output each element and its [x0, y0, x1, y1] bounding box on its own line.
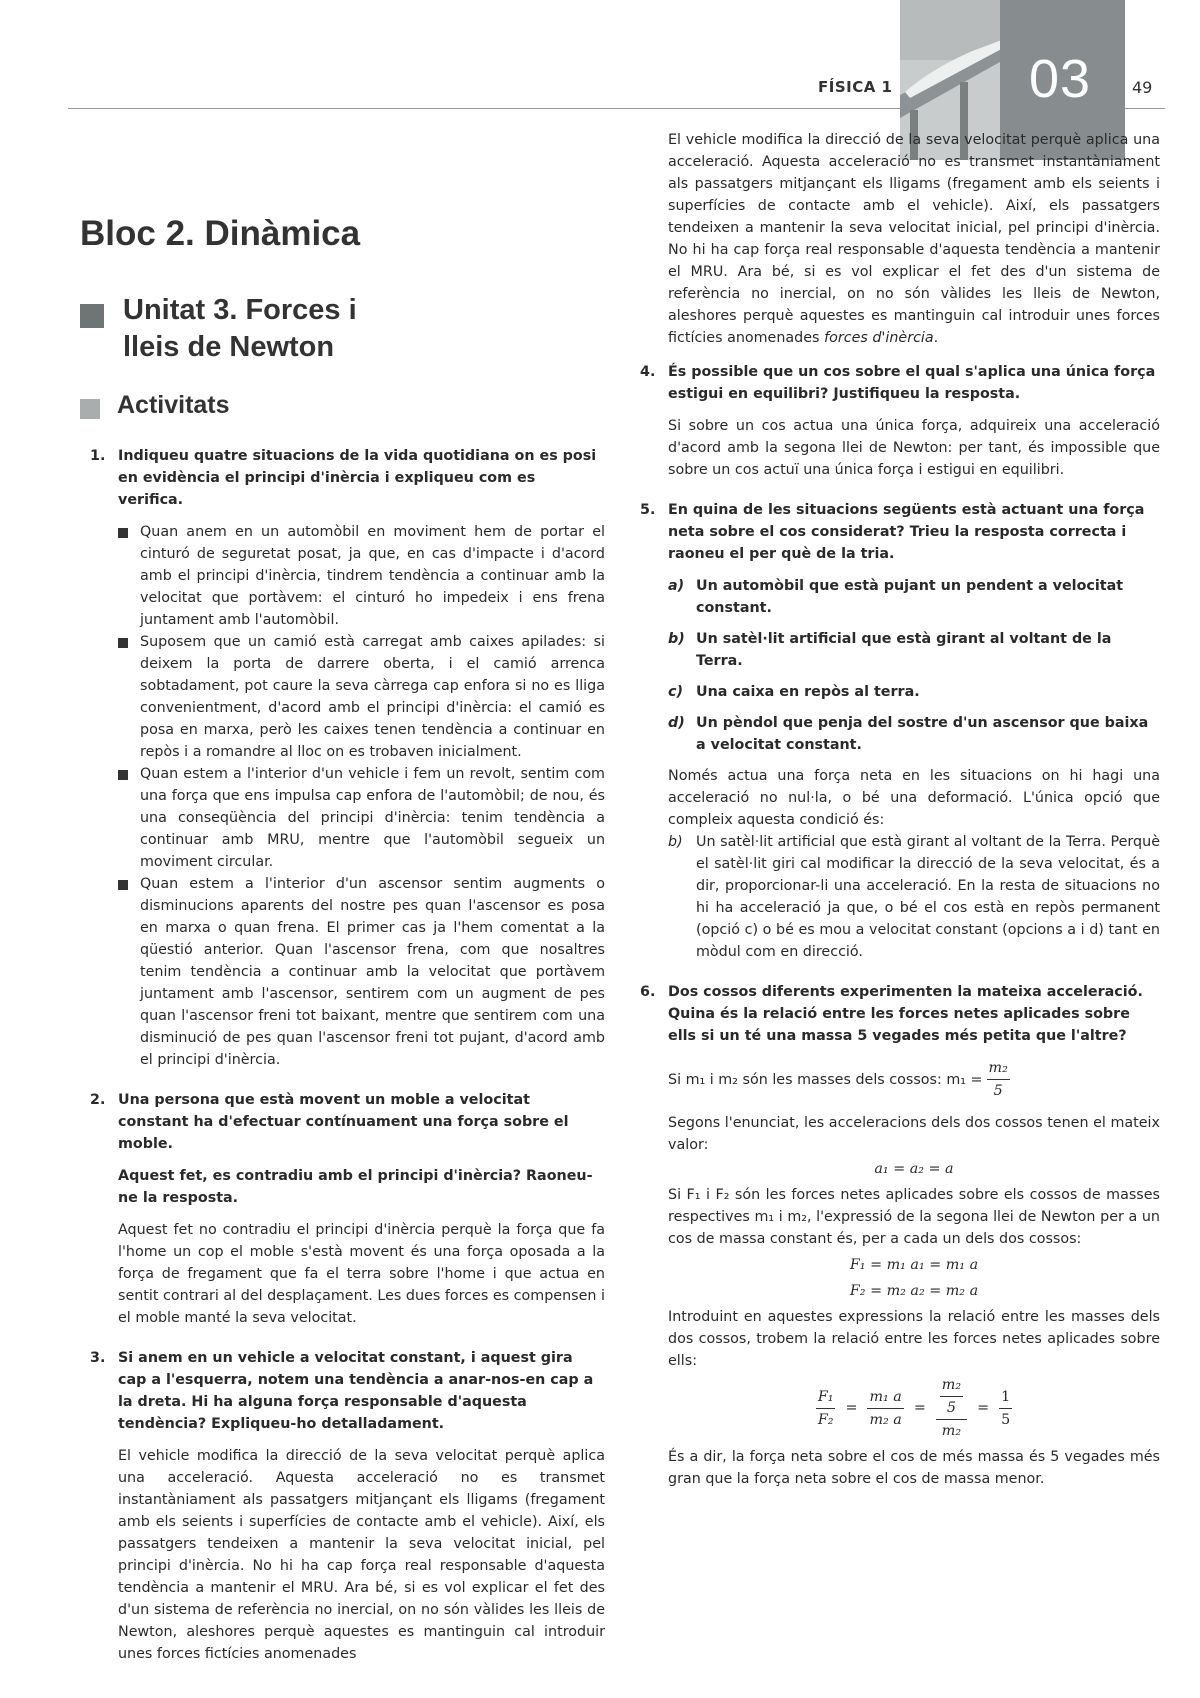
force-fraction — [816, 1386, 836, 1431]
answer-3-continuation — [668, 132, 1160, 349]
option-letter: b) — [668, 631, 685, 647]
conclusion: És a dir, la força neta sobre el cos de més massa és 5 vegades més gran que la força neta sobre el cos de massa menor. — [668, 1449, 1160, 1487]
compound-fraction — [936, 1374, 967, 1442]
option-letter: c) — [668, 684, 684, 700]
equation-f2: F₂ = m₂ a₂ = m₂ a — [849, 1283, 979, 1299]
force-ratio-equation — [668, 1374, 1160, 1442]
fraction-numerator: m₂ — [987, 1057, 1010, 1080]
equals-sign: = — [845, 1400, 858, 1416]
left-column — [90, 445, 605, 1662]
answer-3-text-cont: El vehicle modifica la direcció de la seva velocitat perquè aplica una acceleració. Aquesta acceleració no es transmet instantàniament als passatgers mitjançant els lligams (fregament amb els seients i superfícies de contacte amb el vehicle). Així, els passatgers tendeixen a mantenir la seva velocitat inicial, pel principi d'inèrcia. No hi ha cap força real responsable d'aquesta tendència a mantenir el MRU. Ara bé, si es vol explicar el fet des d'un sistema de referència no inercial, on no són vàlides les lleis de Newton, aleshores perquè aquestes es mantinguin cal introduir unes forces fictícies anomenades — [668, 132, 1160, 346]
option-text: Una caixa en repòs al terra. — [696, 684, 920, 700]
answer-3-part1-clip — [90, 1445, 605, 1662]
question-2 — [90, 1089, 605, 1155]
answer-2: Aquest fet no contradiu el principi d'inèrcia perquè la força que fa l'home un cop el moble s'està movent és una força oposada a la força de fregament que fa el terra sobre l'home i que actua en sentit contrari al del desplaçament. Les dues forces es compensen i el moble manté la seva velocitat. — [118, 1222, 605, 1326]
fraction-numerator: 1 — [999, 1386, 1012, 1409]
question-number: 4. — [640, 364, 656, 380]
question-number: 2. — [90, 1092, 106, 1108]
option-b — [640, 628, 1160, 672]
inner-fraction — [938, 1374, 965, 1419]
masses-text: Si m₁ i m₂ són les masses dels cossos: m₁ = — [668, 1071, 983, 1088]
option-letter: a) — [668, 578, 685, 594]
question-4 — [640, 361, 1160, 405]
fraction-numerator: m₁ a — [867, 1386, 903, 1409]
result-fraction — [999, 1386, 1012, 1431]
fraction-denominator: 5 — [946, 1400, 956, 1416]
bullet-item: Quan estem a l'interior d'un vehicle i fem un revolt, sentim com una força que ens impulsa cap enfora de l'automòbil; de nou, és una conseqüència del principi d'inèrcia: tenim tendència a continuar amb MRU, mentre que l'automòbil segueix un moviment circular. — [90, 763, 605, 873]
question-number: 1. — [90, 448, 106, 464]
compound-numerator — [936, 1374, 967, 1420]
answer-5-option-text: Un satèl·lit artificial que està girant al voltant de la Terra. Perquè el satèl·lit giri cal modificar la direcció de la seva velocitat, és a dir, proporcionar-li una acceleració. En la resta de situacions no hi ha acceleració ja que, o bé el cos està en repòs permanent (opció c) o bé es mou a velocitat constant (opcions a i d) tant en mòdul com en direcció. — [696, 834, 1160, 960]
option-text: Un automòbil que està pujant un pendent a velocitat constant. — [696, 578, 1124, 616]
mass-accel-fraction — [867, 1386, 903, 1431]
question-text: Aquest fet, es contradiu amb el principi d'inèrcia? Raoneu-ne la resposta. — [118, 1168, 593, 1206]
question-2-part2 — [90, 1165, 605, 1209]
answer-3-end: . — [933, 330, 939, 346]
question-text: En quina de les situacions següents està actuant una força neta sobre el cos considerat? Trieu la resposta correcta i raoneu el per què de la tria. — [668, 502, 1145, 562]
equals-sign: = — [913, 1400, 926, 1416]
unit-square-icon — [80, 304, 104, 328]
page-number: 49 — [1132, 78, 1153, 97]
question-text: És possible que un cos sobre el qual s'aplica una única força estigui en equilibri? Justifiqueu la resposta. — [668, 364, 1156, 402]
question-text: Una persona que està movent un moble a velocitat constant ha d'efectuar contínuament una força sobre el moble. — [118, 1092, 569, 1152]
answer-4: Si sobre un cos actua una única força, adquireix una acceleració d'acord amb la segona llei de Newton: per tant, és impossible que sobre un cos actuï una única força i estigui en equilibri. — [668, 418, 1160, 478]
bloc-title: Bloc 2. Dinàmica — [80, 214, 361, 253]
option-letter: d) — [668, 715, 685, 731]
question-3 — [90, 1347, 605, 1435]
answer-5: Només actua una força neta en les situacions on hi hagi una acceleració no nul·la, o bé una deformació. L'única opció que compleix aquesta condició és: — [668, 768, 1160, 828]
intro-text: Introduint en aquestes expressions la relació entre les masses dels dos cossos, trobem la relació entre les forces netes aplicades sobre ells: — [668, 1309, 1160, 1369]
unit-title — [123, 292, 357, 366]
question-1 — [90, 445, 605, 511]
question-number: 3. — [90, 1350, 106, 1366]
equation-f1: F₁ = m₁ a₁ = m₁ a — [849, 1257, 979, 1273]
fraction-denominator: m₂ — [941, 1423, 962, 1439]
bullet-item: Suposem que un camió està carregat amb caixes apilades: si deixem la porta de darrere oberta, i el camió arrenca sobtadament, pot caure la seva càrrega cap enfora si no es lliga convenientment, d'acord amb el principi d'inèrcia: el camió es posa en marxa, però les caixes tenen tendència a continuar en repòs i a romandre al lloc on es trobaven inicialment. — [90, 631, 605, 763]
option-letter: b) — [668, 834, 683, 850]
question-text: Indiqueu quatre situacions de la vida quotidiana on es posi en evidència el principi d'inèrcia i expliqueu com es verifica. — [118, 448, 597, 508]
bullet-item: Quan estem a l'interior d'un ascensor sentim augments o disminucions aparents del nostre pes quan l'ascensor es posa en marxa o quan frena. El primer cas ja l'hem comentat a la qüestió anterior. Quan l'ascensor frena, com que nosaltres tenim tendència a continuar amb la velocitat que portàvem juntament amb l'ascensor, sentirem com un augment de pes quan l'ascensor freni tot baixant, mentre que sentirem com una disminució de pes quan l'ascensor freni tot pujant, d'acord amb el principi d'inèrcia. — [90, 873, 605, 1071]
question-text: Si anem en un vehicle a velocitat constant, i aquest gira cap a l'esquerra, notem una tendència a anar-nos-en cap a la dreta. Hi ha alguna força responsable d'aquesta tendència? Expliqueu-ho detalladament. — [118, 1350, 594, 1432]
option-text: Un satèl·lit artificial que està girant al voltant de la Terra. — [696, 631, 1112, 669]
question-5 — [640, 499, 1160, 565]
option-d — [640, 712, 1160, 756]
masses-line — [640, 1057, 1160, 1102]
accel-text: Segons l'enunciat, les acceleracions dels dos cossos tenen el mateix valor: — [668, 1115, 1160, 1153]
question-number: 6. — [640, 984, 656, 1000]
fraction-denominator: 5 — [993, 1083, 1003, 1099]
answer-3-text: El vehicle modifica la direcció de la seva velocitat perquè aplica una acceleració. Aquesta acceleració no es transmet instantàniament als passatgers mitjançant els lligams (fregament amb els seients i superfícies de contacte amb el vehicle). Així, els passatgers tendeixen a mantenir la seva velocitat inicial, pel principi d'inèrcia. No hi ha cap força real responsable d'aquesta tendència a mantenir el MRU. Ara bé, si es vol explicar el fet des d'un sistema de referència no inercial, on no són vàlides les lleis de Newton, aleshores perquè aquestes es mantinguin cal introduir unes forces fictícies anomenades — [118, 1448, 605, 1662]
answer-5-option — [640, 831, 1160, 963]
accel-equation: a₁ = a₂ = a — [874, 1161, 954, 1177]
forces-text: Si F₁ i F₂ són les forces netes aplicades sobre els cossos de masses respectives m₁ i m₂, l'expressió de la segona llei de Newton per a un cos de massa constant és, per a cada un dels dos cossos: — [668, 1187, 1160, 1247]
question-number: 5. — [640, 502, 656, 518]
fraction-numerator: m₂ — [940, 1374, 963, 1397]
bullet-item: Quan anem en un automòbil en moviment hem de portar el cinturó de seguretat posat, ja que, en cas d'impacte i d'acord amb el principi d'inèrcia, tindrem tendència a continuar amb la velocitat que portàvem: el cinturó ho impedeix i ens frena juntament amb l'automòbil. — [90, 521, 605, 631]
unit-title-line1: Unitat 3. Forces i — [123, 294, 357, 326]
fraction-denominator: F₂ — [817, 1411, 834, 1428]
option-text: Un pèndol que penja del sostre d'un ascensor que baixa a velocitat constant. — [696, 715, 1149, 753]
answer-3-italic: forces d'inèrcia — [824, 330, 934, 346]
right-column — [640, 132, 1160, 1490]
question-6 — [640, 981, 1160, 1047]
mass-fraction — [987, 1057, 1010, 1102]
option-c — [640, 681, 1160, 703]
section-square-icon — [80, 399, 100, 419]
header-subject: FÍSICA 1 — [818, 78, 893, 96]
fraction-denominator: 5 — [1001, 1411, 1011, 1428]
option-a — [640, 575, 1160, 619]
unit-number: 03 — [1028, 49, 1092, 109]
fraction-numerator: F₁ — [816, 1386, 836, 1409]
equals-sign: = — [977, 1400, 990, 1416]
question-text: Dos cossos diferents experimenten la mateixa acceleració. Quina és la relació entre les forces netes aplicades sobre ells si un té una massa 5 vegades més petita que l'altre? — [668, 984, 1143, 1044]
unit-title-line2: lleis de Newton — [123, 331, 335, 363]
section-title: Activitats — [117, 391, 230, 419]
fraction-denominator: m₂ a — [869, 1411, 902, 1428]
